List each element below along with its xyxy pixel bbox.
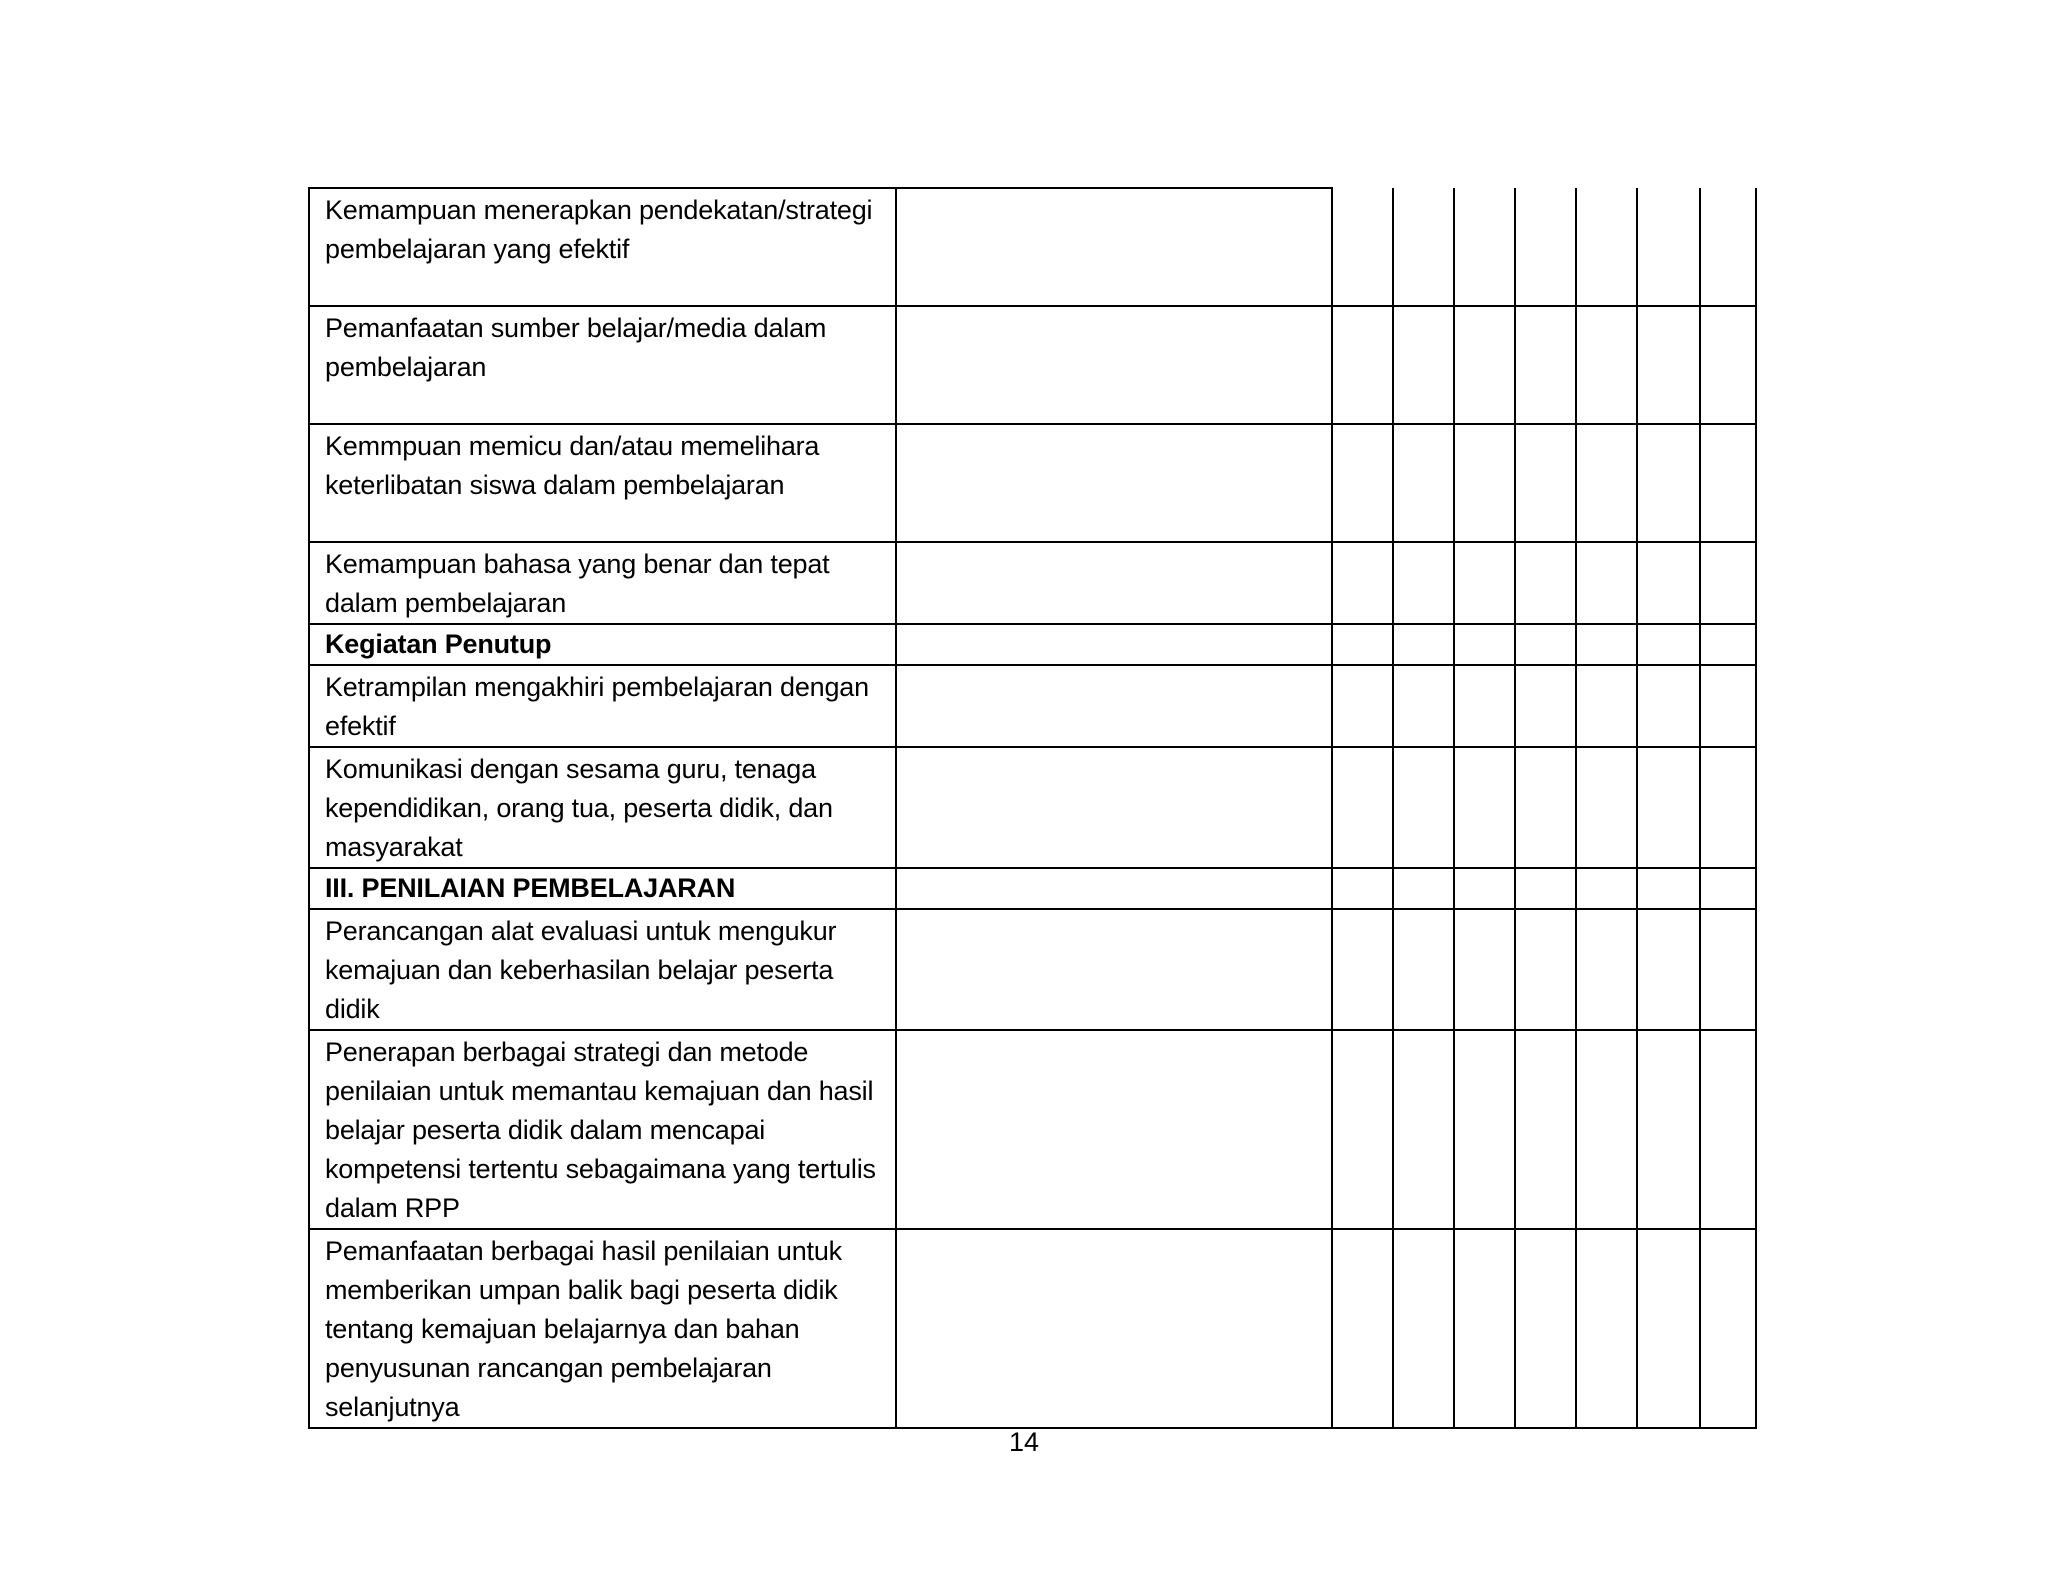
table-row <box>309 306 1756 424</box>
score-cell <box>1393 424 1454 542</box>
table-row <box>309 424 1756 542</box>
score-cell <box>1576 624 1637 665</box>
score-cell <box>1515 1030 1576 1229</box>
notes-cell <box>896 909 1332 1030</box>
score-cell <box>1700 624 1756 665</box>
score-cell <box>1393 306 1454 424</box>
criterion-cell: Ketrampilan mengakhiri pembelajaran dengan efektif <box>309 665 896 747</box>
score-cell <box>1332 542 1393 624</box>
score-cell <box>1393 868 1454 909</box>
score-cell <box>1637 747 1700 868</box>
section-heading-cell: Kegiatan Penutup <box>309 624 896 665</box>
criterion-cell: Pemanfaatan berbagai hasil penilaian untuk memberikan umpan balik bagi peserta didik tentang kemajuan belajarnya dan bahan penyusunan rancangan pembelajaran selanjutnya <box>309 1229 896 1428</box>
table-row <box>309 624 1756 665</box>
score-cell <box>1393 665 1454 747</box>
table-row <box>309 542 1756 624</box>
score-cell <box>1393 624 1454 665</box>
score-cell <box>1454 424 1515 542</box>
score-cell <box>1332 424 1393 542</box>
notes-cell <box>896 1030 1332 1229</box>
criterion-cell: Pemanfaatan sumber belajar/media dalam pembelajaran <box>309 306 896 424</box>
score-cell <box>1700 868 1756 909</box>
criterion-cell: Kemmpuan memicu dan/atau memelihara keterlibatan siswa dalam pembelajaran <box>309 424 896 542</box>
score-cell <box>1576 909 1637 1030</box>
score-cell <box>1515 624 1576 665</box>
score-cell <box>1515 424 1576 542</box>
criterion-cell: Perancangan alat evaluasi untuk mengukur kemajuan dan keberhasilan belajar peserta didik <box>309 909 896 1030</box>
score-cell <box>1700 306 1756 424</box>
notes-cell <box>896 624 1332 665</box>
score-cell <box>1515 1229 1576 1428</box>
notes-cell <box>896 306 1332 424</box>
score-cell <box>1393 1030 1454 1229</box>
score-cell <box>1576 424 1637 542</box>
score-cell <box>1515 306 1576 424</box>
table-row <box>309 747 1756 868</box>
score-cell <box>1332 665 1393 747</box>
score-cell <box>1515 909 1576 1030</box>
score-cell <box>1700 424 1756 542</box>
score-cell <box>1393 909 1454 1030</box>
score-cell <box>1700 1229 1756 1428</box>
notes-cell <box>896 542 1332 624</box>
score-cell <box>1454 624 1515 665</box>
score-cell <box>1576 188 1637 306</box>
score-cell <box>1454 542 1515 624</box>
score-cell <box>1637 188 1700 306</box>
notes-cell <box>896 188 1332 306</box>
table-row <box>309 188 1756 306</box>
score-cell <box>1332 624 1393 665</box>
notes-cell <box>896 665 1332 747</box>
criterion-cell: Kemampuan menerapkan pendekatan/strategi pembelajaran yang efektif <box>309 188 896 306</box>
score-cell <box>1576 306 1637 424</box>
score-cell <box>1515 188 1576 306</box>
score-cell <box>1332 909 1393 1030</box>
score-cell <box>1576 665 1637 747</box>
assessment-table <box>308 187 1757 1429</box>
score-cell <box>1637 909 1700 1030</box>
score-cell <box>1576 868 1637 909</box>
score-cell <box>1576 1030 1637 1229</box>
score-cell <box>1637 1030 1700 1229</box>
score-cell <box>1700 188 1756 306</box>
score-cell <box>1576 1229 1637 1428</box>
score-cell <box>1454 665 1515 747</box>
notes-cell <box>896 868 1332 909</box>
score-cell <box>1332 1030 1393 1229</box>
score-cell <box>1393 1229 1454 1428</box>
score-cell <box>1515 665 1576 747</box>
score-cell <box>1393 188 1454 306</box>
notes-cell <box>896 747 1332 868</box>
score-cell <box>1454 747 1515 868</box>
score-cell <box>1332 747 1393 868</box>
table-row <box>309 868 1756 909</box>
score-cell <box>1515 868 1576 909</box>
score-cell <box>1700 665 1756 747</box>
score-cell <box>1454 188 1515 306</box>
table-row <box>309 1229 1756 1428</box>
score-cell <box>1700 747 1756 868</box>
notes-cell <box>896 424 1332 542</box>
score-cell <box>1515 747 1576 868</box>
score-cell <box>1332 306 1393 424</box>
table-row <box>309 909 1756 1030</box>
score-cell <box>1637 624 1700 665</box>
score-cell <box>1454 868 1515 909</box>
score-cell <box>1454 306 1515 424</box>
score-cell <box>1332 868 1393 909</box>
notes-cell <box>896 1229 1332 1428</box>
score-cell <box>1332 188 1393 306</box>
score-cell <box>1576 542 1637 624</box>
score-cell <box>1700 909 1756 1030</box>
table-row <box>309 665 1756 747</box>
score-cell <box>1576 747 1637 868</box>
page-number: 14 <box>1008 1427 1040 1457</box>
score-cell <box>1700 542 1756 624</box>
score-cell <box>1700 1030 1756 1229</box>
score-cell <box>1393 542 1454 624</box>
score-cell <box>1454 1030 1515 1229</box>
score-cell <box>1637 868 1700 909</box>
score-cell <box>1637 542 1700 624</box>
section-heading-cell: III. PENILAIAN PEMBELAJARAN <box>309 868 896 909</box>
criterion-cell: Komunikasi dengan sesama guru, tenaga kependidikan, orang tua, peserta didik, dan masyarakat <box>309 747 896 868</box>
score-cell <box>1454 909 1515 1030</box>
score-cell <box>1515 542 1576 624</box>
score-cell <box>1393 747 1454 868</box>
score-cell <box>1637 306 1700 424</box>
table-row <box>309 1030 1756 1229</box>
score-cell <box>1637 1229 1700 1428</box>
score-cell <box>1637 665 1700 747</box>
score-cell <box>1454 1229 1515 1428</box>
score-cell <box>1332 1229 1393 1428</box>
criterion-cell: Kemampuan bahasa yang benar dan tepat dalam pembelajaran <box>309 542 896 624</box>
criterion-cell: Penerapan berbagai strategi dan metode penilaian untuk memantau kemajuan dan hasil belajar peserta didik dalam mencapai kompetensi tertentu sebagaimana yang tertulis dalam RPP <box>309 1030 896 1229</box>
score-cell <box>1637 424 1700 542</box>
